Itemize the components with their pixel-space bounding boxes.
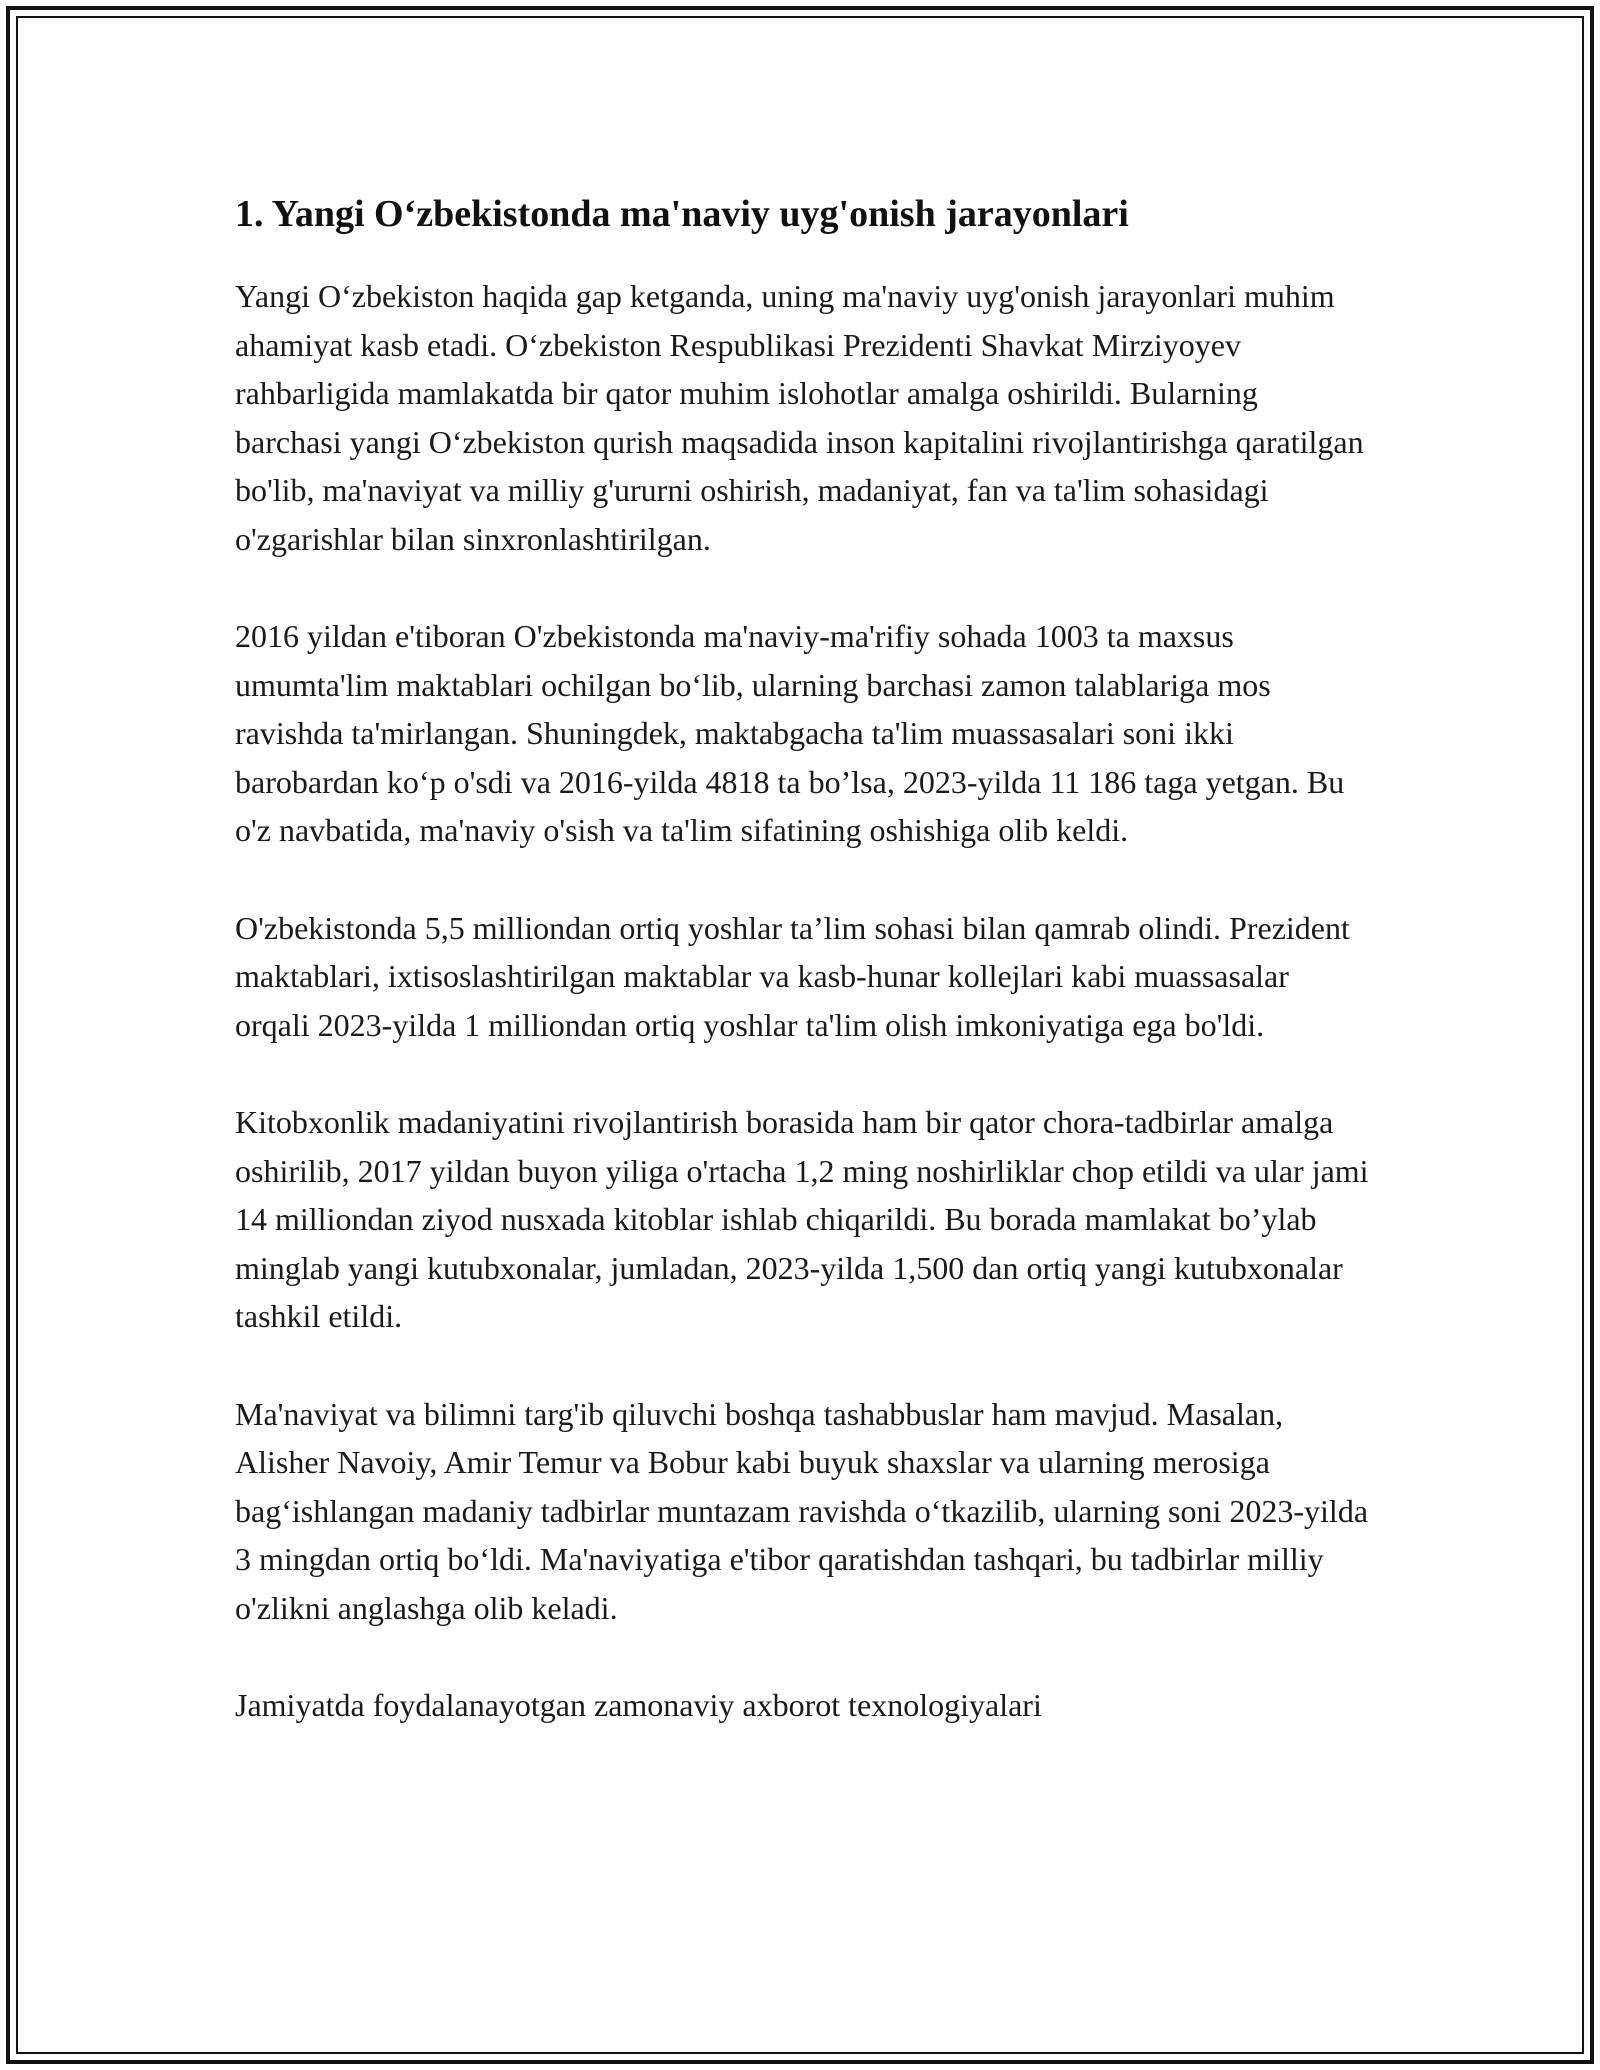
paragraph-2: 2016 yildan e'tiboran O'zbekistonda ma'naviy-ma'rifiy sohada 1003 ta maxsus umumta'lim maktablari ochilgan bo‘lib, ularning barchasi zamon talablariga mos ravishda ta'mirlangan. Shuningdek, maktabgacha ta'lim muassasalari soni ikki barobardan ko‘p o'sdi va 2016-yilda 4818 ta bo’lsa, 2023-yilda 11 186 taga yetgan. Bu o'z navbatida, ma'naviy o'sish va ta'lim sifatining oshishiga olib keldi. [235,618,1345,848]
paragraph-3: O'zbekistonda 5,5 milliondan ortiq yoshlar ta’lim sohasi bilan qamrab olindi. Prezident maktablari, ixtisoslashtirilgan maktablar va kasb-hunar kollejlari kabi muassasalar orqali 2023-yilda 1 milliondan ortiq yoshlar ta'lim olish imkoniyatiga ega bo'ldi. [235,909,1350,1043]
paragraph-6: Jamiyatda foydalanayotgan zamonaviy axborot texnologiyalari [235,1687,1042,1723]
paragraph-1: Yangi O‘zbekiston haqida gap ketganda, uning ma'naviy uyg'onish jarayonlari muhim ahamiyat kasb etadi. O‘zbekiston Respublikasi Prezidenti Shavkat Mirziyoyev rahbarligida mamlakatda bir qator muhim islohotlar amalga oshirildi. Bularning barchasi yangi O‘zbekiston qurish maqsadida inson kapitalini rivojlantirishga qaratilgan bo'lib, ma'naviyat va milliy g'ururni oshirish, madaniyat, fan va ta'lim sohasidagi o'zgarishlar bilan sinxronlashtirilgan. [235,278,1364,557]
paragraph-5: Ma'naviyat va bilimni targ'ib qiluvchi boshqa tashabbuslar ham mavjud. Masalan, Alisher Navoiy, Amir Temur va Bobur kabi buyuk shaxslar va ularning merosiga bag‘ishlangan madaniy tadbirlar muntazam ravishda o‘tkazilib, ularning soni 2023-yilda 3 mingdan ortiq bo‘ldi. Ma'naviyatiga e'tibor qaratishdan tashqari, bu tadbirlar milliy o'zlikni anglashga olib keladi. [235,1395,1369,1626]
paragraph-4: Kitobxonlik madaniyatini rivojlantirish borasida ham bir qator chora-tadbirlar amalga oshirilib, 2017 yildan buyon yiliga o'rtacha 1,2 ming noshirliklar chop etildi va ular jami 14 milliondan ziyod nusxada kitoblar ishlab chiqarildi. Bu borada mamlakat bo’ylab minglab yangi kutubxonalar, jumladan, 2023-yilda 1,500 dan ortiq yangi kutubxonalar tashkil etildi. [235,1104,1369,1334]
section-heading: 1. Yangi O‘zbekistonda ma'naviy uyg'onish jarayonlari [235,193,1129,235]
document-body [235,186,1370,1779]
